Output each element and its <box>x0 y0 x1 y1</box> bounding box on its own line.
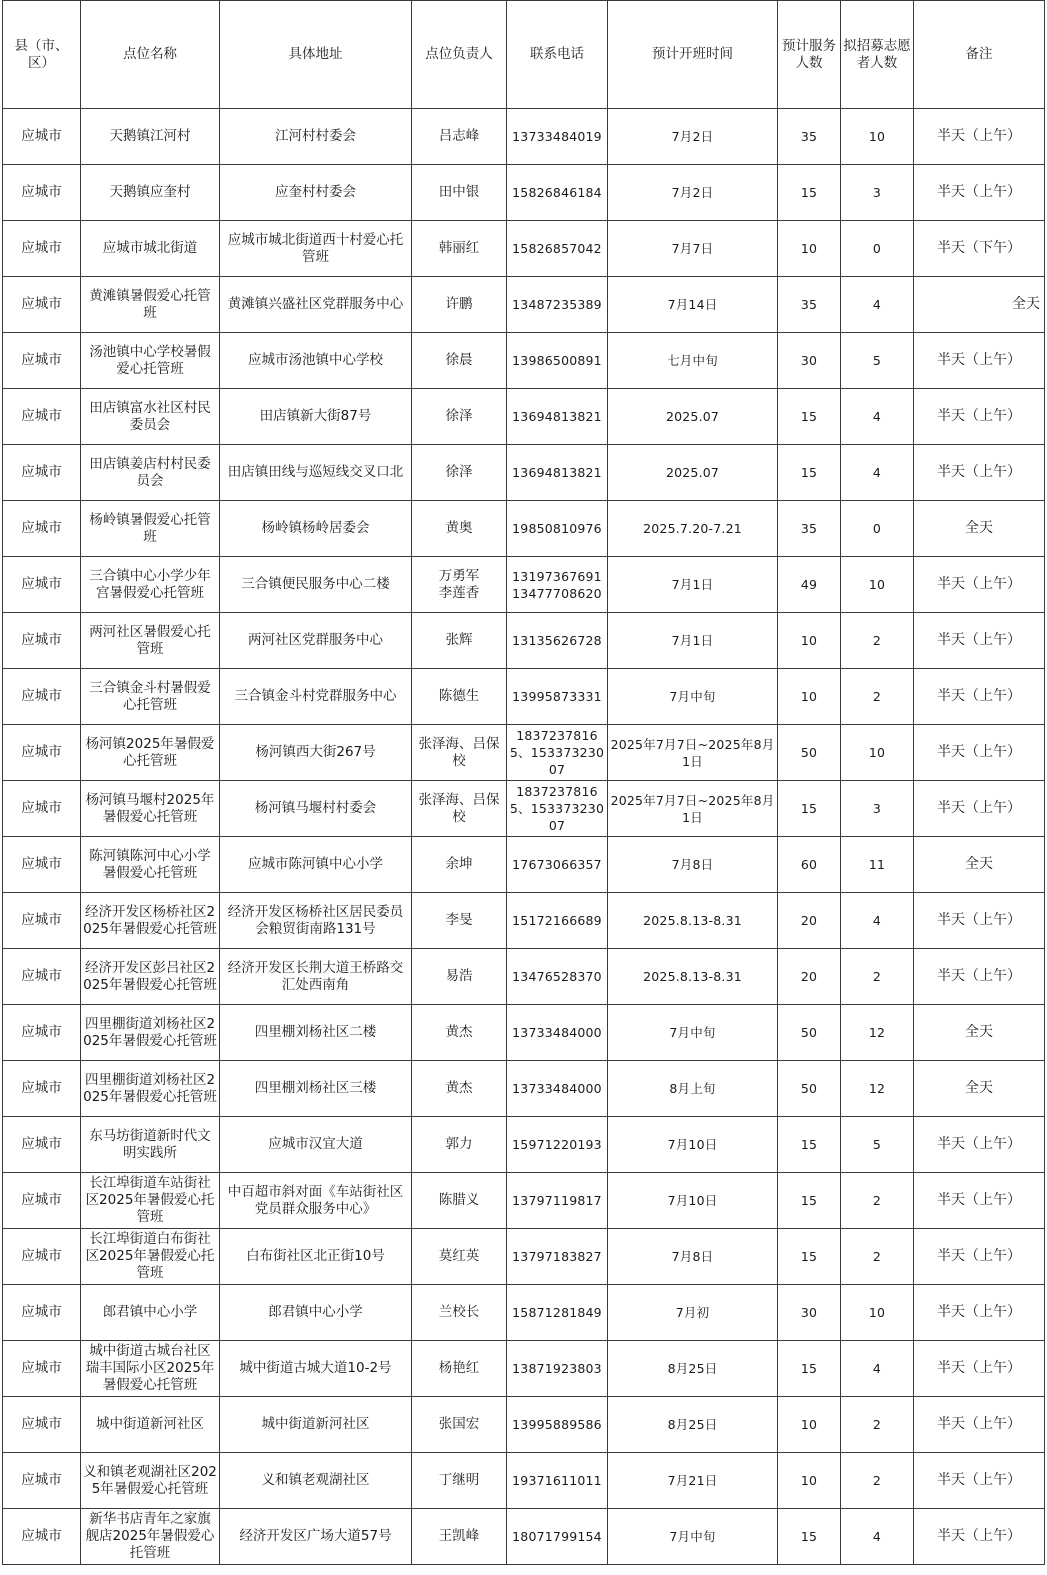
cell-address: 四里棚刘杨社区二楼 <box>220 1005 412 1061</box>
volunteer-site-table <box>2 0 1045 1565</box>
cell-volunteer-count: 2 <box>841 1453 914 1509</box>
cell-site-name: 义和镇老观湖社区2025年暑假爱心托管班 <box>81 1453 220 1509</box>
cell-contact: 黄杰 <box>412 1061 507 1117</box>
cell-site-name: 东马坊街道新时代文明实践所 <box>81 1117 220 1173</box>
cell-county: 应城市 <box>3 949 81 1005</box>
cell-volunteer-count: 4 <box>841 893 914 949</box>
table-row <box>3 1285 1045 1341</box>
cell-phone: 13797183827 <box>507 1229 608 1285</box>
cell-phone: 15826846184 <box>507 165 608 221</box>
cell-contact: 万勇军 李莲香 <box>412 557 507 613</box>
cell-start-time: 8月上旬 <box>608 1061 778 1117</box>
cell-address: 三合镇金斗村党群服务中心 <box>220 669 412 725</box>
cell-volunteer-count: 12 <box>841 1005 914 1061</box>
cell-address: 郎君镇中心小学 <box>220 1285 412 1341</box>
cell-served-count: 20 <box>778 893 841 949</box>
cell-county: 应城市 <box>3 1229 81 1285</box>
cell-county: 应城市 <box>3 109 81 165</box>
cell-site-name: 经济开发区杨桥社区2025年暑假爱心托管班 <box>81 893 220 949</box>
cell-note: 半天（上午） <box>914 1453 1045 1509</box>
cell-contact: 徐晨 <box>412 333 507 389</box>
cell-address: 应城市陈河镇中心小学 <box>220 837 412 893</box>
cell-start-time: 7月8日 <box>608 837 778 893</box>
cell-county: 应城市 <box>3 501 81 557</box>
cell-phone: 15826857042 <box>507 221 608 277</box>
cell-note: 半天（上午） <box>914 1341 1045 1397</box>
cell-volunteer-count: 3 <box>841 781 914 837</box>
cell-start-time: 2025.7.20-7.21 <box>608 501 778 557</box>
cell-volunteer-count: 4 <box>841 277 914 333</box>
cell-contact: 张泽海、吕保校 <box>412 781 507 837</box>
cell-contact: 莫红英 <box>412 1229 507 1285</box>
cell-note: 半天（上午） <box>914 1285 1045 1341</box>
cell-site-name: 城中街道古城台社区瑞丰国际小区2025年暑假爱心托管班 <box>81 1341 220 1397</box>
cell-volunteer-count: 4 <box>841 1341 914 1397</box>
table-row <box>3 221 1045 277</box>
table-header <box>3 1 1045 109</box>
cell-start-time: 2025.07 <box>608 389 778 445</box>
cell-contact: 王凯峰 <box>412 1509 507 1565</box>
cell-volunteer-count: 12 <box>841 1061 914 1117</box>
cell-note: 半天（上午） <box>914 949 1045 1005</box>
cell-phone: 13487235389 <box>507 277 608 333</box>
cell-address: 中百超市斜对面《车站街社区党员群众服务中心》 <box>220 1173 412 1229</box>
table-row <box>3 1397 1045 1453</box>
cell-phone: 13694813821 <box>507 445 608 501</box>
cell-start-time: 8月25日 <box>608 1397 778 1453</box>
cell-site-name: 田店镇富水社区村民委员会 <box>81 389 220 445</box>
cell-note: 全天 <box>914 1005 1045 1061</box>
cell-county: 应城市 <box>3 557 81 613</box>
cell-site-name: 应城市城北街道 <box>81 221 220 277</box>
cell-volunteer-count: 2 <box>841 1397 914 1453</box>
cell-phone: 13797119817 <box>507 1173 608 1229</box>
cell-phone: 18372378165、15337323007 <box>507 781 608 837</box>
cell-county: 应城市 <box>3 781 81 837</box>
cell-county: 应城市 <box>3 893 81 949</box>
cell-site-name: 汤池镇中心学校暑假爱心托管班 <box>81 333 220 389</box>
table-row <box>3 557 1045 613</box>
table-row <box>3 333 1045 389</box>
cell-phone: 13733484019 <box>507 109 608 165</box>
cell-served-count: 60 <box>778 837 841 893</box>
table-row <box>3 1229 1045 1285</box>
cell-contact: 徐泽 <box>412 389 507 445</box>
cell-start-time: 7月2日 <box>608 109 778 165</box>
table-row <box>3 613 1045 669</box>
col-site-header: 点位名称 <box>81 1 220 109</box>
cell-served-count: 35 <box>778 109 841 165</box>
cell-note: 全天 <box>914 277 1045 333</box>
table-row <box>3 1509 1045 1565</box>
cell-start-time: 2025.8.13-8.31 <box>608 949 778 1005</box>
cell-phone: 15971220193 <box>507 1117 608 1173</box>
cell-address: 城中街道古城大道10-2号 <box>220 1341 412 1397</box>
cell-phone: 13733484000 <box>507 1061 608 1117</box>
cell-site-name: 田店镇姜店村村民委员会 <box>81 445 220 501</box>
cell-site-name: 杨河镇2025年暑假爱心托管班 <box>81 725 220 781</box>
cell-site-name: 四里棚街道刘杨社区2025年暑假爱心托管班 <box>81 1005 220 1061</box>
cell-served-count: 15 <box>778 781 841 837</box>
cell-address: 杨河镇西大街267号 <box>220 725 412 781</box>
cell-contact: 吕志峰 <box>412 109 507 165</box>
cell-volunteer-count: 5 <box>841 333 914 389</box>
cell-note: 半天（上午） <box>914 725 1045 781</box>
cell-county: 应城市 <box>3 1005 81 1061</box>
cell-site-name: 黄滩镇暑假爱心托管班 <box>81 277 220 333</box>
cell-served-count: 15 <box>778 1173 841 1229</box>
cell-volunteer-count: 10 <box>841 1285 914 1341</box>
cell-county: 应城市 <box>3 1341 81 1397</box>
cell-start-time: 7月1日 <box>608 557 778 613</box>
cell-served-count: 10 <box>778 613 841 669</box>
cell-site-name: 天鹅镇应奎村 <box>81 165 220 221</box>
col-contact-header: 点位负责人 <box>412 1 507 109</box>
cell-contact: 兰校长 <box>412 1285 507 1341</box>
cell-volunteer-count: 10 <box>841 725 914 781</box>
cell-start-time: 7月初 <box>608 1285 778 1341</box>
table-row <box>3 445 1045 501</box>
table-row <box>3 109 1045 165</box>
cell-start-time: 7月10日 <box>608 1117 778 1173</box>
cell-note: 半天（上午） <box>914 1117 1045 1173</box>
cell-address: 三合镇便民服务中心二楼 <box>220 557 412 613</box>
cell-served-count: 15 <box>778 165 841 221</box>
cell-start-time: 7月2日 <box>608 165 778 221</box>
cell-address: 应城市汤池镇中心学校 <box>220 333 412 389</box>
cell-phone: 19371611011 <box>507 1453 608 1509</box>
cell-note: 半天（上午） <box>914 1173 1045 1229</box>
table-row <box>3 893 1045 949</box>
cell-note: 半天（上午） <box>914 557 1045 613</box>
cell-phone: 13476528370 <box>507 949 608 1005</box>
cell-phone: 13135626728 <box>507 613 608 669</box>
cell-phone: 15172166689 <box>507 893 608 949</box>
cell-volunteer-count: 11 <box>841 837 914 893</box>
cell-start-time: 7月中旬 <box>608 669 778 725</box>
cell-contact: 陈腊义 <box>412 1173 507 1229</box>
cell-served-count: 15 <box>778 1117 841 1173</box>
table-row <box>3 389 1045 445</box>
cell-county: 应城市 <box>3 1061 81 1117</box>
cell-address: 江河村村委会 <box>220 109 412 165</box>
cell-contact: 李旻 <box>412 893 507 949</box>
cell-contact: 韩丽红 <box>412 221 507 277</box>
cell-address: 经济开发区长荆大道王桥路交汇处西南角 <box>220 949 412 1005</box>
cell-county: 应城市 <box>3 837 81 893</box>
cell-volunteer-count: 2 <box>841 1229 914 1285</box>
cell-volunteer-count: 0 <box>841 501 914 557</box>
cell-note: 半天（上午） <box>914 893 1045 949</box>
cell-note: 半天（上午） <box>914 445 1045 501</box>
cell-note: 半天（上午） <box>914 613 1045 669</box>
cell-start-time: 2025.07 <box>608 445 778 501</box>
cell-county: 应城市 <box>3 277 81 333</box>
table-row <box>3 949 1045 1005</box>
cell-start-time: 7月21日 <box>608 1453 778 1509</box>
cell-volunteer-count: 5 <box>841 1117 914 1173</box>
cell-contact: 黄杰 <box>412 1005 507 1061</box>
cell-contact: 郭力 <box>412 1117 507 1173</box>
cell-contact: 徐泽 <box>412 445 507 501</box>
table-row <box>3 1117 1045 1173</box>
cell-county: 应城市 <box>3 1285 81 1341</box>
cell-served-count: 20 <box>778 949 841 1005</box>
cell-start-time: 七月中旬 <box>608 333 778 389</box>
cell-address: 经济开发区广场大道57号 <box>220 1509 412 1565</box>
cell-served-count: 10 <box>778 221 841 277</box>
cell-county: 应城市 <box>3 669 81 725</box>
cell-address: 四里棚刘杨社区三楼 <box>220 1061 412 1117</box>
table-body <box>3 109 1045 1565</box>
col-county-header: 县（市、区） <box>3 1 81 109</box>
cell-served-count: 30 <box>778 1285 841 1341</box>
cell-served-count: 35 <box>778 501 841 557</box>
cell-volunteer-count: 2 <box>841 949 914 1005</box>
cell-served-count: 35 <box>778 277 841 333</box>
cell-site-name: 天鹅镇江河村 <box>81 109 220 165</box>
col-note-header: 备注 <box>914 1 1045 109</box>
cell-county: 应城市 <box>3 221 81 277</box>
cell-county: 应城市 <box>3 333 81 389</box>
cell-address: 应城市城北街道西十村爱心托管班 <box>220 221 412 277</box>
cell-site-name: 三合镇中心小学少年宫暑假爱心托管班 <box>81 557 220 613</box>
table-row <box>3 1453 1045 1509</box>
cell-phone: 13995873331 <box>507 669 608 725</box>
cell-contact: 张泽海、吕保校 <box>412 725 507 781</box>
table-row <box>3 725 1045 781</box>
cell-served-count: 10 <box>778 1453 841 1509</box>
cell-served-count: 15 <box>778 1509 841 1565</box>
cell-phone: 19850810976 <box>507 501 608 557</box>
cell-start-time: 7月10日 <box>608 1173 778 1229</box>
table-row <box>3 1341 1045 1397</box>
cell-note: 半天（下午） <box>914 221 1045 277</box>
cell-address: 田店镇新大街87号 <box>220 389 412 445</box>
cell-note: 半天（上午） <box>914 333 1045 389</box>
cell-start-time: 2025年7月7日~2025年8月1日 <box>608 781 778 837</box>
cell-served-count: 10 <box>778 1397 841 1453</box>
cell-county: 应城市 <box>3 613 81 669</box>
cell-volunteer-count: 2 <box>841 1173 914 1229</box>
cell-phone: 17673066357 <box>507 837 608 893</box>
cell-served-count: 50 <box>778 1061 841 1117</box>
cell-county: 应城市 <box>3 1173 81 1229</box>
table-row <box>3 501 1045 557</box>
cell-start-time: 7月8日 <box>608 1229 778 1285</box>
cell-phone: 13986500891 <box>507 333 608 389</box>
cell-start-time: 7月1日 <box>608 613 778 669</box>
cell-address: 应城市汉宜大道 <box>220 1117 412 1173</box>
cell-site-name: 三合镇金斗村暑假爱心托管班 <box>81 669 220 725</box>
cell-note: 半天（上午） <box>914 1229 1045 1285</box>
cell-contact: 杨艳红 <box>412 1341 507 1397</box>
header-row <box>3 1 1045 109</box>
cell-site-name: 新华书店青年之家旗舰店2025年暑假爱心托管班 <box>81 1509 220 1565</box>
cell-volunteer-count: 0 <box>841 221 914 277</box>
cell-volunteer-count: 10 <box>841 557 914 613</box>
cell-site-name: 城中街道新河社区 <box>81 1397 220 1453</box>
cell-start-time: 7月14日 <box>608 277 778 333</box>
cell-contact: 丁继明 <box>412 1453 507 1509</box>
cell-contact: 易浩 <box>412 949 507 1005</box>
cell-phone: 18071799154 <box>507 1509 608 1565</box>
cell-start-time: 7月中旬 <box>608 1509 778 1565</box>
cell-address: 杨河镇马堰村村委会 <box>220 781 412 837</box>
cell-volunteer-count: 10 <box>841 109 914 165</box>
cell-note: 全天 <box>914 837 1045 893</box>
cell-address: 黄滩镇兴盛社区党群服务中心 <box>220 277 412 333</box>
cell-county: 应城市 <box>3 389 81 445</box>
cell-site-name: 经济开发区彭吕社区2025年暑假爱心托管班 <box>81 949 220 1005</box>
cell-served-count: 49 <box>778 557 841 613</box>
cell-contact: 张国宏 <box>412 1397 507 1453</box>
cell-address: 杨岭镇杨岭居委会 <box>220 501 412 557</box>
cell-served-count: 50 <box>778 1005 841 1061</box>
table-row <box>3 669 1045 725</box>
cell-note: 半天（上午） <box>914 109 1045 165</box>
cell-phone: 13694813821 <box>507 389 608 445</box>
cell-volunteer-count: 4 <box>841 1509 914 1565</box>
cell-address: 田店镇田线与巡短线交叉口北 <box>220 445 412 501</box>
cell-served-count: 15 <box>778 445 841 501</box>
cell-address: 两河社区党群服务中心 <box>220 613 412 669</box>
cell-county: 应城市 <box>3 1117 81 1173</box>
cell-contact: 张辉 <box>412 613 507 669</box>
cell-served-count: 15 <box>778 1341 841 1397</box>
table-row <box>3 277 1045 333</box>
cell-phone: 13197367691 13477708620 <box>507 557 608 613</box>
table-row <box>3 1173 1045 1229</box>
cell-address: 白布街社区北正街10号 <box>220 1229 412 1285</box>
cell-phone: 13995889586 <box>507 1397 608 1453</box>
cell-address: 应奎村村委会 <box>220 165 412 221</box>
cell-volunteer-count: 4 <box>841 389 914 445</box>
cell-phone: 13871923803 <box>507 1341 608 1397</box>
cell-start-time: 7月中旬 <box>608 1005 778 1061</box>
cell-county: 应城市 <box>3 445 81 501</box>
cell-start-time: 7月7日 <box>608 221 778 277</box>
cell-county: 应城市 <box>3 1509 81 1565</box>
cell-note: 半天（上午） <box>914 669 1045 725</box>
cell-address: 经济开发区杨桥社区居民委员会粮贸街南路131号 <box>220 893 412 949</box>
cell-county: 应城市 <box>3 165 81 221</box>
cell-site-name: 杨岭镇暑假爱心托管班 <box>81 501 220 557</box>
cell-volunteer-count: 4 <box>841 445 914 501</box>
cell-served-count: 10 <box>778 669 841 725</box>
cell-contact: 许鹏 <box>412 277 507 333</box>
cell-note: 全天 <box>914 1061 1045 1117</box>
cell-county: 应城市 <box>3 1397 81 1453</box>
col-phone-header: 联系电话 <box>507 1 608 109</box>
cell-served-count: 15 <box>778 1229 841 1285</box>
cell-site-name: 郎君镇中心小学 <box>81 1285 220 1341</box>
cell-note: 半天（上午） <box>914 1509 1045 1565</box>
cell-contact: 余坤 <box>412 837 507 893</box>
table-row <box>3 781 1045 837</box>
cell-phone: 15871281849 <box>507 1285 608 1341</box>
cell-contact: 黄奥 <box>412 501 507 557</box>
cell-note: 全天 <box>914 501 1045 557</box>
cell-volunteer-count: 2 <box>841 613 914 669</box>
col-address-header: 具体地址 <box>220 1 412 109</box>
cell-contact: 陈德生 <box>412 669 507 725</box>
cell-note: 半天（上午） <box>914 781 1045 837</box>
cell-start-time: 2025年7月7日~2025年8月1日 <box>608 725 778 781</box>
cell-served-count: 15 <box>778 389 841 445</box>
cell-served-count: 50 <box>778 725 841 781</box>
cell-phone: 18372378165、15337323007 <box>507 725 608 781</box>
cell-site-name: 长江埠街道白布街社区2025年暑假爱心托管班 <box>81 1229 220 1285</box>
table-row <box>3 165 1045 221</box>
table-row <box>3 1061 1045 1117</box>
cell-site-name: 两河社区暑假爱心托管班 <box>81 613 220 669</box>
cell-contact: 田中银 <box>412 165 507 221</box>
col-start-header: 预计开班时间 <box>608 1 778 109</box>
cell-note: 半天（上午） <box>914 165 1045 221</box>
cell-county: 应城市 <box>3 725 81 781</box>
cell-note: 半天（上午） <box>914 389 1045 445</box>
cell-volunteer-count: 2 <box>841 669 914 725</box>
cell-site-name: 四里棚街道刘杨社区2025年暑假爱心托管班 <box>81 1061 220 1117</box>
cell-site-name: 长江埠街道车站街社区2025年暑假爱心托管班 <box>81 1173 220 1229</box>
cell-site-name: 杨河镇马堰村2025年暑假爱心托管班 <box>81 781 220 837</box>
cell-volunteer-count: 3 <box>841 165 914 221</box>
cell-start-time: 2025.8.13-8.31 <box>608 893 778 949</box>
cell-county: 应城市 <box>3 1453 81 1509</box>
cell-address: 义和镇老观湖社区 <box>220 1453 412 1509</box>
col-volunteers-header: 拟招募志愿者人数 <box>841 1 914 109</box>
table-row <box>3 837 1045 893</box>
cell-served-count: 30 <box>778 333 841 389</box>
table-row <box>3 1005 1045 1061</box>
col-served-header: 预计服务人数 <box>778 1 841 109</box>
cell-start-time: 8月25日 <box>608 1341 778 1397</box>
cell-address: 城中街道新河社区 <box>220 1397 412 1453</box>
cell-note: 半天（上午） <box>914 1397 1045 1453</box>
cell-phone: 13733484000 <box>507 1005 608 1061</box>
cell-site-name: 陈河镇陈河中心小学暑假爱心托管班 <box>81 837 220 893</box>
